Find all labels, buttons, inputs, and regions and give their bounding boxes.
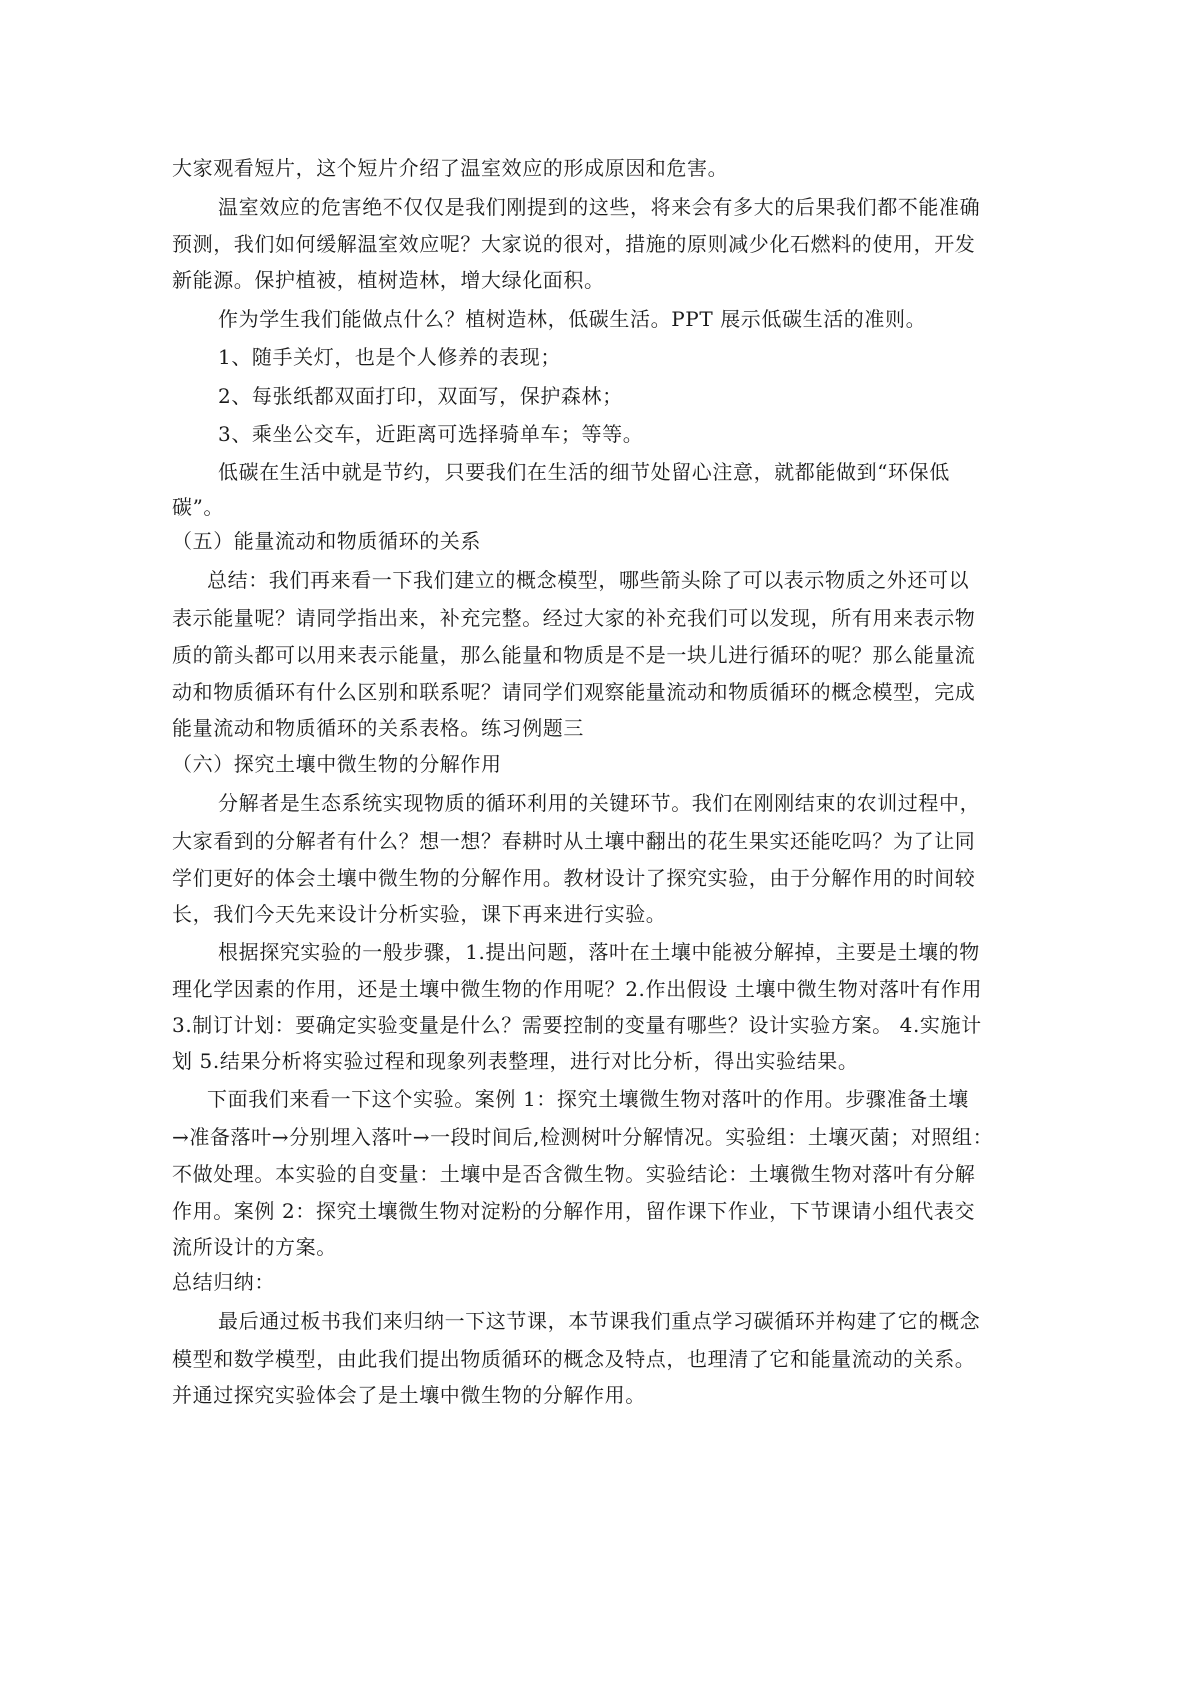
text-line: 模型和数学模型，由此我们提出物质循环的概念及特点，也理清了它和能量流动的关系。 (172, 1347, 976, 1371)
text-line: 不做处理。本实验的自变量：土壤中是否含微生物。实验结论：土壤微生物对落叶有分解 (172, 1162, 976, 1186)
text-line: 理化学因素的作用，还是土壤中微生物的作用呢？2.作出假设 土壤中微生物对落叶有作用 (172, 977, 983, 1001)
text-line: 新能源。保护植被，植树造林，增大绿化面积。 (172, 268, 605, 292)
list-item: 3、乘坐公交车，近距离可选择骑单车；等等。 (218, 422, 644, 446)
text-line: 作用。案例 2：探究土壤微生物对淀粉的分解作用，留作课下作业，下节课请小组代表交 (172, 1199, 976, 1223)
text-line: 温室效应的危害绝不仅仅是我们刚提到的这些，将来会有多大的后果我们都不能准确 (218, 195, 981, 219)
text-line: 划 5.结果分析将实验过程和现象列表整理，进行对比分析，得出实验结果。 (172, 1049, 859, 1073)
text-line: 碳”。 (172, 495, 225, 519)
text-line: →准备落叶→分别埋入落叶→一段时间后,检测树叶分解情况。实验组：土壤灭菌；对照组： (172, 1125, 994, 1149)
list-item: 1、随手关灯，也是个人修养的表现； (218, 345, 561, 369)
text-line: 作为学生我们能做点什么？植树造林，低碳生活。PPT 展示低碳生活的准则。 (218, 307, 927, 331)
text-line: 根据探究实验的一般步骤，1.提出问题，落叶在土壤中能被分解掉，主要是土壤的物 (218, 940, 980, 964)
text-line: 长，我们今天先来设计分析实验，课下再来进行实验。 (172, 902, 667, 926)
section-heading: 总结归纳： (172, 1270, 275, 1294)
text-line: 3.制订计划：要确定实验变量是什么？需要控制的变量有哪些？设计实验方案。 4.实施计 (172, 1013, 982, 1037)
text-line: 学们更好的体会土壤中微生物的分解作用。教材设计了探究实验，由于分解作用的时间较 (172, 866, 976, 890)
text-line: 能量流动和物质循环的关系表格。练习例题三 (172, 716, 584, 740)
text-line: 下面我们来看一下这个实验。案例 1：探究土壤微生物对落叶的作用。步骤准备土壤 (207, 1087, 969, 1111)
text-line: 分解者是生态系统实现物质的循环利用的关键环节。我们在刚刚结束的农训过程中， (218, 791, 981, 815)
text-line: 表示能量呢？请同学指出来，补充完整。经过大家的补充我们可以发现，所有用来表示物 (172, 606, 976, 630)
text-line: 大家观看短片，这个短片介绍了温室效应的形成原因和危害。 (172, 156, 729, 180)
text-line: 流所设计的方案。 (172, 1235, 337, 1259)
section-heading: （六）探究土壤中微生物的分解作用 (172, 752, 502, 776)
text-line: 低碳在生活中就是节约，只要我们在生活的细节处留心注意，就都能做到“环保低 (218, 460, 950, 484)
text-line: 大家看到的分解者有什么？想一想？春耕时从土壤中翻出的花生果实还能吃吗？为了让同 (172, 829, 976, 853)
section-heading: （五）能量流动和物质循环的关系 (172, 529, 481, 553)
text-line: 并通过探究实验体会了是土壤中微生物的分解作用。 (172, 1383, 646, 1407)
text-line: 总结：我们再来看一下我们建立的概念模型，哪些箭头除了可以表示物质之外还可以 (207, 568, 970, 592)
text-line: 动和物质循环有什么区别和联系呢？请同学们观察能量流动和物质循环的概念模型，完成 (172, 680, 976, 704)
list-item: 2、每张纸都双面打印，双面写，保护森林； (218, 384, 623, 408)
text-line: 预测，我们如何缓解温室效应呢？大家说的很对，措施的原则减少化石燃料的使用，开发 (172, 232, 976, 256)
text-line: 质的箭头都可以用来表示能量，那么能量和物质是不是一块儿进行循环的呢？那么能量流 (172, 643, 976, 667)
text-line: 最后通过板书我们来归纳一下这节课，本节课我们重点学习碳循环并构建了它的概念 (218, 1309, 981, 1333)
